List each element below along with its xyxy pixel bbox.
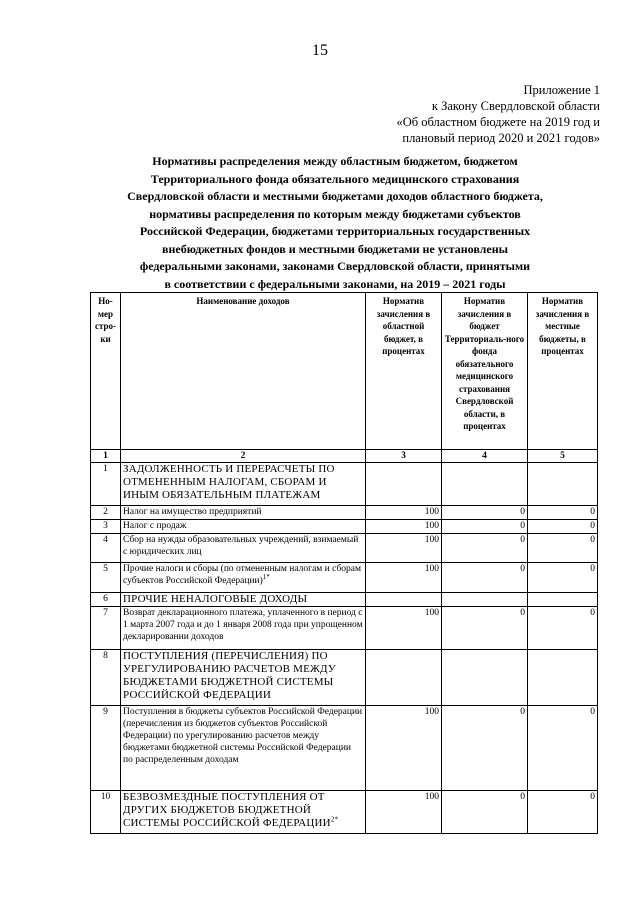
local-value — [528, 593, 598, 607]
local-value: 0 — [528, 520, 598, 534]
tfoms-value — [442, 650, 528, 706]
row-number: 9 — [91, 706, 121, 791]
column-index: 2 — [121, 450, 366, 463]
table-row — [91, 534, 598, 563]
regional-value — [366, 463, 442, 506]
tfoms-value — [442, 593, 528, 607]
tfoms-value: 0 — [442, 534, 528, 563]
table-row — [91, 506, 598, 520]
income-name: Налог на имущество предприятий — [121, 506, 366, 520]
title-line: федеральными законами, законами Свердловской области, принятыми — [139, 259, 531, 273]
regional-value: 100 — [366, 563, 442, 593]
income-name-cell — [121, 791, 366, 834]
table-row — [91, 706, 598, 791]
table-row — [91, 563, 598, 593]
tfoms-value: 0 — [442, 506, 528, 520]
row-number: 10 — [91, 791, 121, 834]
table-row — [91, 520, 598, 534]
column-index: 4 — [442, 450, 528, 463]
income-name: ПРОЧИЕ НЕНАЛОГОВЫЕ ДОХОДЫ — [121, 593, 366, 607]
tfoms-value — [442, 463, 528, 506]
income-name: БЕЗВОЗМЕЗДНЫЕ ПОСТУПЛЕНИЯ ОТ ДРУГИХ БЮДЖЕТОВ БЮДЖЕТНОЙ СИСТЕМЫ РОССИЙСКОЙ ФЕДЕРАЦИИ — [123, 791, 331, 829]
column-index: 3 — [366, 450, 442, 463]
local-value: 0 — [528, 791, 598, 834]
regional-value: 100 — [366, 534, 442, 563]
title-line: в соответствии с федеральными законами, на 2019 – 2021 годы — [164, 276, 506, 291]
local-value: 0 — [528, 563, 598, 593]
local-value — [528, 463, 598, 506]
tfoms-value: 0 — [442, 520, 528, 534]
title-line: нормативы распределения по которым между бюджетами субъектов — [149, 206, 521, 221]
tfoms-value: 0 — [442, 607, 528, 650]
title-line: Нормативы распределения между областным бюджетом, бюджетом — [152, 154, 518, 168]
table-row — [91, 607, 598, 650]
appendix-line-2: к Закону Свердловской области — [431, 99, 600, 113]
regional-value: 100 — [366, 520, 442, 534]
appendix-line-1: Приложение 1 — [523, 83, 600, 97]
appendix-line-3: «Об областном бюджете на 2019 год и — [396, 115, 600, 129]
title-line: Российской Федерации, бюджетами территориальных государственных — [139, 224, 531, 238]
title-line: Территориального фонда обязательного медицинского страхования — [150, 171, 520, 186]
row-number: 6 — [91, 593, 121, 607]
row-number: 8 — [91, 650, 121, 706]
row-number: 7 — [91, 607, 121, 650]
header-regional-budget: Норматив зачисления в областной бюджет, в процентах — [366, 293, 442, 450]
column-index-row — [91, 450, 598, 463]
regional-value: 100 — [366, 706, 442, 791]
income-name-cell — [121, 563, 366, 593]
income-name: Налог с продаж — [121, 520, 366, 534]
local-value: 0 — [528, 506, 598, 520]
appendix-header — [270, 82, 600, 146]
table-row — [91, 463, 598, 506]
tfoms-value: 0 — [442, 791, 528, 834]
title-line: внебюджетных фондов и местными бюджетами не установлены — [161, 241, 508, 256]
regional-value — [366, 650, 442, 706]
row-number: 1 — [91, 463, 121, 506]
table-row — [91, 650, 598, 706]
local-value: 0 — [528, 607, 598, 650]
title-line: Свердловской области и местными бюджетами доходов областного бюджета, — [127, 189, 543, 203]
row-number: 2 — [91, 506, 121, 520]
footnote-marker: 2* — [330, 815, 339, 824]
table-row — [91, 791, 598, 834]
table-row — [91, 593, 598, 607]
income-name: Прочие налоги и сборы (по отмененным налогам и сборам субъектов Российской Федерации) — [123, 564, 362, 586]
norms-table — [90, 292, 598, 834]
row-number: 5 — [91, 563, 121, 593]
local-value — [528, 650, 598, 706]
header-row-number: Но-мер стро-ки — [91, 293, 121, 450]
income-name: ЗАДОЛЖЕННОСТЬ И ПЕРЕРАСЧЕТЫ ПО ОТМЕНЕННЫМ НАЛОГАМ, СБОРАМ И ИНЫМ ОБЯЗАТЕЛЬНЫМ ПЛАТЕЖАМ — [121, 463, 366, 506]
income-name: Возврат декларационного платежа, уплаченного в период с 1 марта 2007 года и до 1 января 2008 года при упрощенном декларировании доходов — [121, 607, 366, 650]
header-row — [91, 293, 598, 450]
regional-value: 100 — [366, 607, 442, 650]
income-name: Сбор на нужды образовательных учреждений, взимаемый с юридических лиц — [121, 534, 366, 563]
regional-value: 100 — [366, 791, 442, 834]
header-income-name: Наименование доходов — [121, 293, 366, 450]
header-tfoms-budget: Норматив зачисления в бюджет Территориаль-ного фонда обязательного медицинского страхования Свердловской области, в процентах — [442, 293, 528, 450]
income-name: ПОСТУПЛЕНИЯ (ПЕРЕЧИСЛЕНИЯ) ПО УРЕГУЛИРОВАНИЮ РАСЧЕТОВ МЕЖДУ БЮДЖЕТАМИ БЮДЖЕТНОЙ СИСТЕМЫ РОССИЙСКОЙ ФЕДЕРАЦИИ — [121, 650, 366, 706]
local-value: 0 — [528, 706, 598, 791]
appendix-line-4: плановый период 2020 и 2021 годов» — [402, 131, 600, 145]
local-value: 0 — [528, 534, 598, 563]
header-local-budgets: Норматив зачисления в местные бюджеты, в процентах — [528, 293, 598, 450]
row-number: 4 — [91, 534, 121, 563]
regional-value — [366, 593, 442, 607]
income-name: Поступления в бюджеты субъектов Российской Федерации (перечисления из бюджетов субъектов Российской Федерации) по урегулированию расчетов между бюджетами бюджетной системы Российской Федерации по распределенным доходам — [121, 706, 366, 791]
regional-value: 100 — [366, 506, 442, 520]
tfoms-value: 0 — [442, 706, 528, 791]
row-number: 3 — [91, 520, 121, 534]
column-index: 1 — [91, 450, 121, 463]
page-number: 15 — [312, 42, 328, 59]
column-index: 5 — [528, 450, 598, 463]
tfoms-value: 0 — [442, 563, 528, 593]
document-title — [90, 153, 580, 293]
footnote-marker: 1* — [262, 572, 270, 581]
